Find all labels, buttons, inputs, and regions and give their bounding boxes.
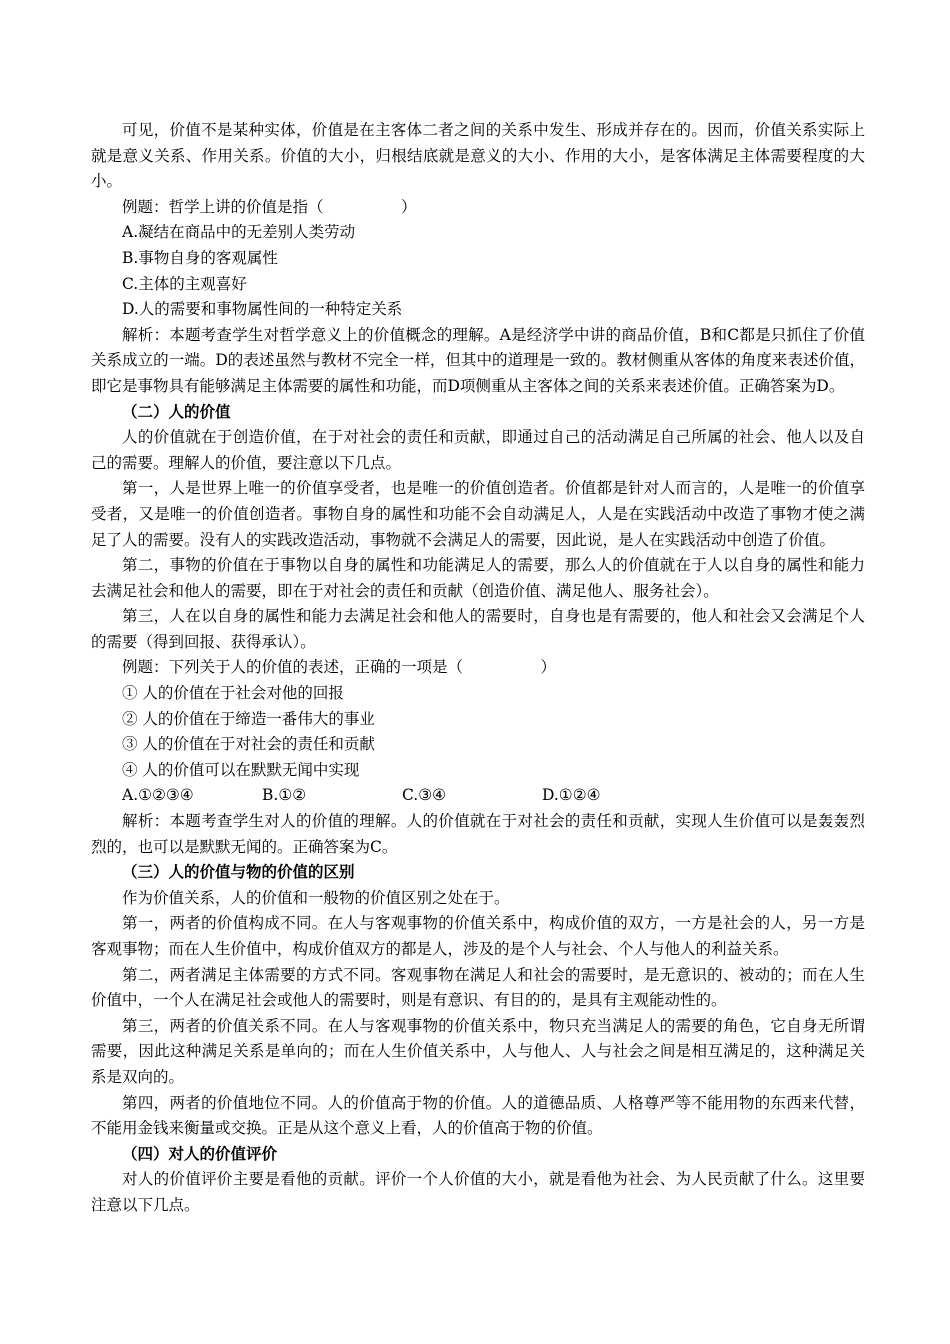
paragraph: 第四，两者的价值地位不同。人的价值高于物的价值。人的道德品质、人格尊严等不能用物的东西来代替，不能用金钱来衡量或交换。正是从这个意义上看，人的价值高于物的价值。	[91, 1093, 865, 1138]
option-c: C.主体的主观喜好	[122, 274, 247, 293]
paragraph: 第一，人是世界上唯一的价值享受者，也是唯一的价值创造者。价值都是针对人而言的，人是唯一的价值享受者，又是唯一的价值创造者。事物自身的属性和功能不会自动满足人，人是在实践活动中改造了事物才使之满足了人的需要。没有人的实践改造活动，事物就不会满足人的需要，因此说，是人在实践活动中创造了价值。	[91, 479, 865, 549]
option-d: D.人的需要和事物属性间的一种特定关系	[122, 300, 403, 319]
answer-analysis: 解析：本题考查学生对人的价值的理解。人的价值就在于对社会的责任和贡献，实现人生价值可以是轰轰烈烈的，也可以是默默无闻的。正确答案为C。	[91, 812, 865, 856]
option-a: A.凝结在商品中的无差别人类劳动	[122, 223, 356, 242]
answer-analysis: 解析：本题考查学生对哲学意义上的价值概念的理解。A是经济学中讲的商品价值，B和C都是只抓住了价值关系成立的一端。D的表述虽然与教材不完全一样，但其中的道理是一致的。教材侧重从客体的角度来表述价值，即它是事物具有能够满足主体需要的属性和功能，而D项侧重从主客体之间的关系来表述价值。正确答案为D。	[91, 325, 865, 395]
section-heading: （四）对人的价值评价	[122, 1144, 278, 1163]
paragraph: 第三，两者的价值关系不同。在人与客观事物的价值关系中，物只充当满足人的需要的角色，它自身无所谓需要，因此这种满足关系是单向的；而在人生价值关系中，人与他人、人与社会之间是相互满足的，这种满足关系是双向的。	[91, 1016, 865, 1086]
paragraph: 可见，价值不是某种实体，价值是在主客体二者之间的关系中发生、形成并存在的。因而，价值关系实际上就是意义关系、作用关系。价值的大小，归根结底就是意义的大小、作用的大小，是客体满足主体需要程度的大小。	[91, 121, 865, 191]
paragraph: 第一，两者的价值构成不同。在人与客观事物的价值关系中，构成价值的双方，一方是社会的人，另一方是客观事物；而在人生价值中，构成价值双方的都是人，涉及的是个人与社会、个人与他人的利益关系。	[91, 914, 865, 958]
example-question: 例题：下列关于人的价值的表述，正确的一项是（ ）	[122, 658, 557, 677]
paragraph: 第三，人在以自身的属性和能力去满足社会和他人的需要时，自身也是有需要的，他人和社会又会满足个人的需要（得到回报、获得承认）。	[91, 607, 865, 651]
section-heading: （二）人的价值	[122, 402, 231, 421]
example-question: 例题：哲学上讲的价值是指（ ）	[122, 197, 417, 216]
option-d: D.①②④	[542, 786, 601, 805]
option-a: A.①②③④	[122, 786, 194, 805]
paragraph: 人的价值就在于创造价值，在于对社会的责任和贡献，即通过自己的活动满足自己所属的社会、他人以及自己的需要。理解人的价值，要注意以下几点。	[91, 428, 865, 472]
answer-options	[91, 783, 865, 809]
option-c: C.③④	[402, 786, 447, 805]
section-heading: （三）人的价值与物的价值的区别	[122, 863, 355, 882]
option-b: B.①②	[262, 786, 307, 805]
option-b: B.事物自身的客观属性	[122, 248, 278, 267]
statement-2: ② 人的价值在于缔造一番伟大的事业	[122, 709, 375, 728]
document-page	[91, 118, 865, 1219]
statement-4: ④ 人的价值可以在默默无闻中实现	[122, 760, 360, 779]
paragraph: 作为价值关系，人的价值和一般物的价值区别之处在于。	[122, 888, 510, 907]
paragraph: 第二，事物的价值在于事物以自身的属性和功能满足人的需要，那么人的价值就在于人以自身的属性和能力去满足社会和他人的需要，即在于对社会的责任和贡献（创造价值、满足他人、服务社会）。	[91, 556, 865, 600]
statement-3: ③ 人的价值在于对社会的责任和贡献	[122, 735, 375, 754]
statement-1: ① 人的价值在于社会对他的回报	[122, 684, 344, 703]
paragraph: 第二，两者满足主体需要的方式不同。客观事物在满足人和社会的需要时，是无意识的、被动的；而在人生价值中，一个人在满足社会或他人的需要时，则是有意识、有目的的，是具有主观能动性的。	[91, 965, 865, 1010]
paragraph: 对人的价值评价主要是看他的贡献。评价一个人价值的大小，就是看他为社会、为人民贡献了什么。这里要注意以下几点。	[91, 1170, 865, 1214]
